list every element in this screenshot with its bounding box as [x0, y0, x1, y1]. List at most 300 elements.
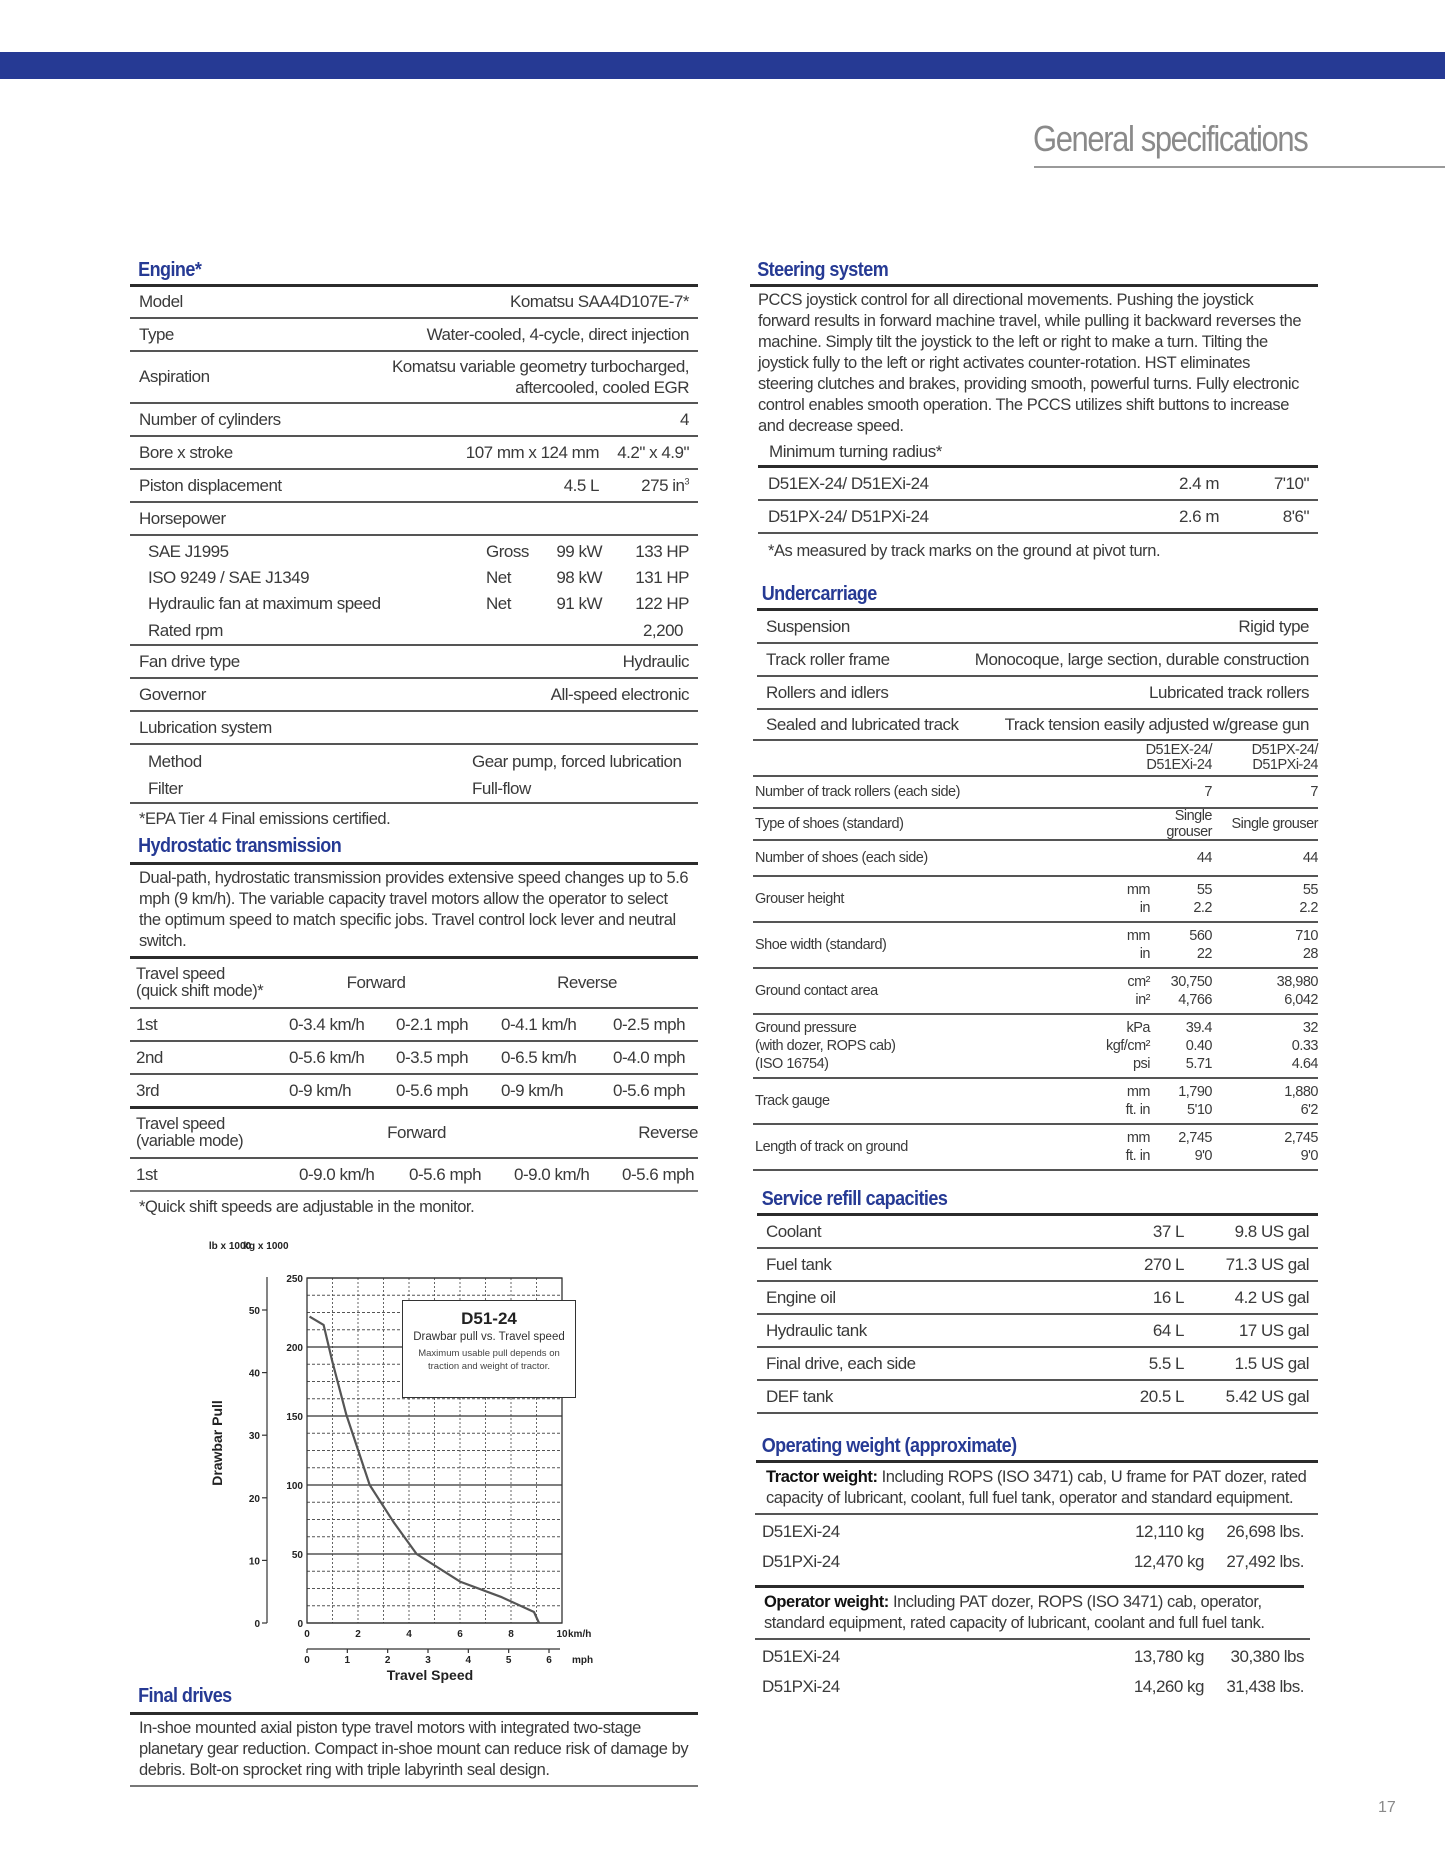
- y-axis-title: [209, 1388, 225, 1498]
- section-heading: Engine*: [138, 259, 202, 281]
- header-line: D51EX-24/: [1145, 742, 1212, 758]
- svg-text:1: 1: [344, 1655, 351, 1666]
- forward-header: Forward: [346, 973, 406, 992]
- undercarriage-spec-table: [750, 777, 1318, 1171]
- spec-label-line: Grouser height: [755, 891, 844, 907]
- spec-label-line: Ground contact area: [755, 983, 878, 999]
- lube-value: Gear pump, forced lubrication: [472, 751, 682, 771]
- refill-section: [750, 1185, 1318, 1414]
- svg-text:4: 4: [465, 1655, 472, 1666]
- spec-label: Suspension: [766, 616, 850, 636]
- svg-text:3: 3: [425, 1655, 431, 1666]
- svg-text:40: 40: [248, 1368, 260, 1380]
- spec-label-line: Number of shoes (each side): [755, 850, 928, 866]
- px-col-value: 710: [1295, 928, 1318, 944]
- px-col: [1212, 784, 1318, 800]
- refill-label: Fuel tank: [766, 1254, 832, 1274]
- tractor-weight-description: [750, 1463, 1318, 1513]
- svg-text:250: 250: [286, 1274, 303, 1285]
- hp-row: [130, 591, 698, 617]
- fwd-mph: 0-5.6 mph: [396, 1080, 469, 1100]
- model-header-px: [1212, 743, 1318, 773]
- refill-label: Final drive, each side: [766, 1353, 916, 1373]
- lube-label: Filter: [148, 778, 183, 798]
- unit-col-value: psi: [1132, 1056, 1150, 1072]
- svg-text:2: 2: [384, 1655, 391, 1666]
- px-col-value: Single grouser: [1231, 816, 1318, 832]
- ex-col: [1150, 1083, 1212, 1119]
- hp-hp: 131 HP: [635, 568, 689, 587]
- unit-col: [1070, 1083, 1150, 1119]
- section-heading: Operating weight (approximate): [761, 1435, 1017, 1457]
- top-accent-bar: [0, 52, 1445, 79]
- spec-row: [750, 644, 1318, 675]
- spec-label: [750, 850, 1070, 866]
- spec-label: Fan drive type: [139, 651, 240, 671]
- weight-kg: 14,260 kg: [1133, 1677, 1204, 1696]
- spec-value-imperial: 4.2" x 4.9": [617, 442, 689, 462]
- section-description: Dual-path, hydrostatic transmission provides extensive speed changes up to 5.6 mph (9 km/h). The variable capacity travel motors allow the operator to select the optimum speed to match specific jobs. Travel control lock lever and neutral switch.: [139, 869, 689, 950]
- spec-label: [750, 890, 1070, 908]
- x-axis-title-text: Travel Speed: [386, 1667, 474, 1683]
- spec-value: Monocoque, large section, durable construction: [974, 649, 1309, 669]
- model: D51EXi-24: [762, 1647, 840, 1666]
- unit-col-value: mm: [1126, 882, 1150, 898]
- speed-row: [130, 1075, 698, 1106]
- spec-value: Komatsu SAA4D107E-7*: [510, 292, 689, 311]
- px-col: [1212, 973, 1318, 1009]
- right-column: [750, 256, 1318, 1702]
- weight-kg: 12,470 kg: [1133, 1552, 1204, 1571]
- refill-row: [750, 1381, 1318, 1412]
- operator-weight-description: [750, 1588, 1318, 1638]
- px-col-value: 7: [1310, 784, 1318, 800]
- divider: [753, 1169, 1318, 1171]
- spec-label-line: Type of shoes (standard): [755, 816, 904, 832]
- hp-label: Rated rpm: [148, 620, 223, 640]
- spec-label: [750, 1019, 1070, 1073]
- hp-label: Hydraulic fan at maximum speed: [148, 594, 381, 613]
- y-axis-title-text: Drawbar Pull: [209, 1400, 225, 1486]
- spec-label-line: (with dozer, ROPS cab): [755, 1038, 896, 1054]
- px-col: [1212, 1129, 1318, 1165]
- lube-row: [130, 775, 698, 802]
- hp-kw: 98 kW: [556, 568, 602, 587]
- title-underline: [1034, 166, 1445, 168]
- px-col: [1212, 1019, 1318, 1073]
- spec-label: [750, 936, 1070, 954]
- svg-text:10: 10: [556, 1629, 568, 1640]
- header-line: Travel speed: [136, 1115, 225, 1133]
- ex-col-value: 5.71: [1185, 1056, 1212, 1072]
- y-unit-lb-text: lb x 1000: [208, 1241, 252, 1252]
- footnote: *Quick shift speeds are adjustable in the monitor.: [139, 1198, 475, 1216]
- svg-text:km/h: km/h: [568, 1629, 592, 1640]
- unit-col-value: kgf/cm²: [1105, 1038, 1150, 1054]
- undercarriage-spec-row: [750, 777, 1318, 807]
- section-heading: Steering system: [757, 259, 889, 281]
- px-col-value: 28: [1302, 946, 1318, 962]
- unit-col-value: mm: [1126, 1084, 1150, 1100]
- spec-value: Lubricated track rollers: [1149, 682, 1309, 702]
- unit-col-value: kPa: [1126, 1020, 1150, 1036]
- refill-row: [750, 1348, 1318, 1379]
- undercarriage-spec-row: [750, 1015, 1318, 1077]
- section-heading: Hydrostatic transmission: [138, 835, 342, 857]
- hp-hp: 133 HP: [635, 542, 689, 561]
- undercarriage-spec-row: [750, 1125, 1318, 1169]
- ex-col-value: 4,766: [1178, 992, 1212, 1008]
- model: D51EXi-24: [762, 1522, 840, 1541]
- ex-col-value: 30,750: [1170, 974, 1212, 990]
- ex-col-value: 22: [1196, 946, 1212, 962]
- model: D51PXi-24: [762, 1552, 840, 1571]
- spec-label-line: Number of track rollers (each side): [755, 784, 960, 800]
- spec-row: [130, 646, 698, 677]
- lube-value: Full-flow: [472, 778, 531, 798]
- spec-row: [130, 470, 698, 501]
- weight-lbs: 30,380 lbs: [1230, 1647, 1304, 1666]
- ex-col-value: 39.4: [1185, 1020, 1212, 1036]
- unit-col: [1070, 881, 1150, 917]
- spec-value-imperial: [599, 476, 698, 496]
- spec-row: [130, 712, 698, 743]
- tractor-weight-label: Tractor weight:: [766, 1468, 878, 1486]
- ex-col-value: 1,790: [1178, 1084, 1212, 1100]
- operator-weight-text: Including PAT dozer, ROPS (ISO 3471) cab, operator, standard equipment, rated capacity of lubricant, coolant and full fuel tank.: [764, 1593, 1265, 1632]
- speed-row: [130, 1159, 698, 1190]
- header-line: (quick shift mode)*: [136, 982, 264, 1000]
- header-line: D51EXi-24: [1146, 757, 1212, 773]
- refill-gallons: 1.5 US gal: [1234, 1353, 1309, 1373]
- page-title: General specifications: [1033, 118, 1308, 159]
- ex-col-value: 44: [1196, 850, 1212, 866]
- unit-col-value: ft. in: [1125, 1148, 1150, 1164]
- spec-label: Lubrication system: [139, 717, 272, 737]
- px-col-value: 1,880: [1284, 1084, 1318, 1100]
- px-col: [1212, 927, 1318, 963]
- chart-title: D51-24: [461, 1309, 517, 1328]
- weight-kg: 13,780 kg: [1133, 1647, 1204, 1666]
- refill-gallons: 5.42 US gal: [1225, 1386, 1309, 1406]
- rev-kmh: 0-9.0 km/h: [514, 1164, 590, 1184]
- undercarriage-spec-row: [750, 809, 1318, 839]
- divider: [130, 1785, 698, 1787]
- spec-label: Piston displacement: [139, 475, 282, 495]
- weight-lbs: 27,492 lbs.: [1226, 1552, 1304, 1571]
- refill-label: Engine oil: [766, 1287, 836, 1307]
- spec-label-line: Length of track on ground: [755, 1139, 908, 1155]
- hp-row: [130, 617, 698, 644]
- ex-col-value: 2,745: [1178, 1130, 1212, 1146]
- spec-label-line: Shoe width (standard): [755, 937, 887, 953]
- px-col: [1212, 881, 1318, 917]
- spec-label: Track roller frame: [766, 649, 890, 669]
- fwd-kmh: 0-9 km/h: [289, 1080, 352, 1100]
- reverse-header: Reverse: [557, 973, 617, 992]
- spec-label: Number of cylinders: [139, 409, 281, 429]
- ex-col: [1150, 1019, 1212, 1073]
- unit-col: [1070, 1129, 1150, 1165]
- hp-type: Gross: [486, 542, 529, 561]
- refill-liters: 20.5 L: [1139, 1386, 1184, 1406]
- page-number: 17: [1378, 1799, 1396, 1816]
- ex-col: [1150, 808, 1212, 840]
- spec-label: Rollers and idlers: [766, 682, 889, 702]
- refill-row: [750, 1282, 1318, 1313]
- refill-gallons: 9.8 US gal: [1234, 1221, 1309, 1241]
- forward-header: Forward: [387, 1123, 446, 1142]
- ex-col: [1150, 927, 1212, 963]
- steering-section: [750, 256, 1318, 568]
- operator-weight-label: Operator weight:: [764, 1593, 889, 1611]
- px-col-value: 0.33: [1291, 1038, 1318, 1054]
- spec-label: [750, 1138, 1070, 1156]
- header-line: (variable mode): [136, 1132, 244, 1150]
- chart-subtitle: Drawbar pull vs. Travel speed: [413, 1331, 565, 1343]
- section-heading: Service refill capacities: [761, 1188, 948, 1210]
- fwd-mph: 0-3.5 mph: [396, 1047, 469, 1067]
- hp-label: SAE J1995: [148, 542, 229, 561]
- imperial-text: 275 in: [641, 475, 685, 495]
- unit-col-value: mm: [1126, 1130, 1150, 1146]
- svg-text:8: 8: [508, 1629, 514, 1640]
- footnote: *EPA Tier 4 Final emissions certified.: [139, 810, 391, 828]
- spec-row: [130, 287, 698, 317]
- spec-value: [392, 356, 698, 398]
- rev-kmh: 0-4.1 km/h: [501, 1014, 577, 1034]
- spec-value: Water-cooled, 4-cycle, direct injection: [426, 324, 689, 344]
- px-col-value: 38,980: [1276, 974, 1318, 990]
- spec-label-line: Ground pressure: [755, 1020, 857, 1036]
- spec-label-line: (ISO 16754): [755, 1056, 829, 1072]
- svg-text:6: 6: [457, 1629, 463, 1640]
- svg-text:30: 30: [248, 1431, 260, 1443]
- weight-lbs: 31,438 lbs.: [1226, 1677, 1304, 1696]
- refill-row: [750, 1249, 1318, 1280]
- hp-label: ISO 9249 / SAE J1349: [148, 568, 310, 587]
- y-unit-kg-text: kg x 1000: [243, 1241, 289, 1252]
- spec-row: [130, 437, 698, 468]
- ex-col-value: 7: [1204, 784, 1212, 800]
- refill-gallons: 71.3 US gal: [1225, 1254, 1309, 1274]
- svg-text:0: 0: [297, 1619, 303, 1630]
- left-column: [130, 256, 698, 1222]
- spec-label: Bore x stroke: [139, 442, 233, 462]
- hp-row: [130, 565, 698, 591]
- y-unit-kg: [236, 1241, 296, 1252]
- ex-col-value: 55: [1196, 882, 1212, 898]
- svg-text:150: 150: [286, 1412, 303, 1423]
- px-col-value: 4.64: [1291, 1056, 1318, 1072]
- gear: 2nd: [136, 1047, 163, 1067]
- px-col-value: 55: [1302, 882, 1318, 898]
- svg-text:0: 0: [254, 1619, 260, 1630]
- rev-mph: 0-5.6 mph: [613, 1080, 686, 1100]
- hp-rpm: 2,200: [642, 620, 683, 640]
- px-col-value: 6'2: [1300, 1102, 1318, 1118]
- svg-text:50: 50: [291, 1550, 303, 1561]
- radius-row: [750, 468, 1318, 499]
- drawbar-pull-chart: [200, 1235, 600, 1685]
- radius-metric: 2.4 m: [1178, 473, 1219, 493]
- divider: [757, 1412, 1318, 1414]
- ex-col: [1150, 784, 1212, 800]
- svg-text:0: 0: [304, 1655, 310, 1666]
- unit-col-value: in: [1139, 900, 1150, 916]
- spec-label-line: Track gauge: [755, 1093, 830, 1109]
- spec-label: Aspiration: [139, 367, 210, 386]
- refill-gallons: 4.2 US gal: [1234, 1287, 1309, 1307]
- gear: 1st: [136, 1164, 158, 1184]
- lube-row: [130, 745, 698, 775]
- section-description: PCCS joystick control for all directional movements. Pushing the joystick forward results in forward machine travel, while pulling it backward reverses the machine. Simply tilt the joystick to the left or right to make a turn. Tilting the joystick fully to the left or right activates counter-rotation. HST eliminates steering clutches and brakes, providing smooth, powerful turns. Fully electronic control enables smooth operation. The PCCS utilizes shift buttons to increase and decrease speed.: [758, 291, 1302, 435]
- spec-label: Governor: [139, 684, 206, 704]
- model: D51PX-24/ D51PXi-24: [768, 506, 929, 526]
- refill-gallons: 17 US gal: [1238, 1320, 1309, 1340]
- weight-row: [750, 1672, 1318, 1702]
- unit-col-value: mm: [1126, 928, 1150, 944]
- spec-row: [130, 404, 698, 435]
- refill-liters: 37 L: [1152, 1221, 1184, 1241]
- hp-row: [130, 539, 698, 565]
- spec-row: [130, 679, 698, 710]
- svg-text:200: 200: [286, 1343, 303, 1354]
- radius-metric: 2.6 m: [1178, 506, 1219, 526]
- model: D51PXi-24: [762, 1677, 840, 1696]
- radius-label: Minimum turning radius*: [769, 442, 942, 461]
- gear: 3rd: [136, 1080, 160, 1100]
- header-line: Travel speed: [136, 965, 225, 983]
- speed-row: [130, 1009, 698, 1040]
- spec-value-line: Komatsu variable geometry turbocharged,: [391, 357, 689, 376]
- spec-value: 4: [680, 409, 689, 429]
- section-description: In-shoe mounted axial piston type travel motors with integrated two-stage planetary gear reduction. Compact in-shoe mount can reduce risk of damage by debris. Bolt-on sprocket ring with triple labyrinth seal design.: [139, 1719, 689, 1779]
- speed-header-row: [130, 959, 698, 1007]
- svg-text:0: 0: [304, 1629, 310, 1640]
- unit-col-value: in²: [1135, 992, 1150, 1008]
- horsepower-table: [130, 536, 698, 644]
- undercarriage-spec-row: [750, 841, 1318, 875]
- refill-liters: 5.5 L: [1148, 1353, 1184, 1373]
- undercarriage-spec-row: [750, 1079, 1318, 1123]
- hp-type: Net: [486, 594, 511, 613]
- undercarriage-spec-row: [750, 923, 1318, 967]
- spec-value: Rigid type: [1238, 616, 1309, 636]
- spec-value: All-speed electronic: [550, 684, 689, 704]
- ex-col-value: Single grouser: [1166, 808, 1212, 840]
- chart-annotation: Maximum usable pull depends on traction and weight of tractor.: [418, 1348, 560, 1372]
- ex-col: [1150, 1129, 1212, 1165]
- gear: 1st: [136, 1014, 158, 1034]
- speed-header-label: [130, 966, 276, 1000]
- ex-col-value: 0.40: [1185, 1038, 1212, 1054]
- undercarriage-section: [750, 580, 1318, 1171]
- px-col-value: 2,745: [1284, 1130, 1318, 1146]
- svg-text:2: 2: [355, 1629, 361, 1640]
- ex-col: [1150, 881, 1212, 917]
- refill-table: [750, 1216, 1318, 1414]
- section-heading: Final drives: [138, 1685, 232, 1707]
- spec-row: [130, 319, 698, 350]
- ex-col: [1150, 850, 1212, 866]
- fwd-mph: 0-5.6 mph: [409, 1164, 482, 1184]
- lube-label: Method: [148, 751, 202, 771]
- px-col-value: 9'0: [1300, 1148, 1318, 1164]
- spec-label: [750, 784, 1070, 800]
- spec-label: [750, 982, 1070, 1000]
- spec-label: Horsepower: [139, 508, 226, 528]
- svg-text:5: 5: [505, 1655, 512, 1666]
- spec-value-line: aftercooled, cooled EGR: [515, 378, 689, 397]
- spec-value: Track tension easily adjusted w/grease gun: [1004, 714, 1309, 734]
- px-col-value: 6,042: [1284, 992, 1318, 1008]
- speed-header-row: [130, 1109, 698, 1157]
- unit-col-value: ft. in: [1125, 1102, 1150, 1118]
- px-col: [1212, 1083, 1318, 1119]
- unit-col-value: cm²: [1127, 974, 1150, 990]
- spec-label: Sealed and lubricated track: [766, 714, 959, 734]
- radius-imperial: 7'10": [1273, 473, 1309, 493]
- ex-col-value: 2.2: [1193, 900, 1212, 916]
- svg-text:6: 6: [546, 1655, 552, 1666]
- section-heading: Undercarriage: [761, 583, 877, 605]
- spec-label: Model: [139, 292, 183, 311]
- header-line: D51PXi-24: [1252, 757, 1318, 773]
- rev-kmh: 0-6.5 km/h: [501, 1047, 577, 1067]
- ex-col-value: 560: [1189, 928, 1212, 944]
- hp-hp: 122 HP: [635, 594, 689, 613]
- svg-text:mph: mph: [572, 1655, 594, 1666]
- px-col: [1212, 816, 1318, 832]
- svg-text:4: 4: [406, 1629, 412, 1640]
- px-col: [1212, 850, 1318, 866]
- tractor-weight-text: Including ROPS (ISO 3471) cab, U frame for PAT dozer, rated capacity of lubricant, coolant, full fuel tank, operator and standard equipment.: [766, 1468, 1307, 1507]
- svg-text:10: 10: [248, 1556, 260, 1568]
- refill-label: Hydraulic tank: [766, 1320, 867, 1340]
- svg-text:50: 50: [248, 1306, 260, 1317]
- refill-liters: 16 L: [1152, 1287, 1184, 1307]
- fwd-mph: 0-2.1 mph: [396, 1014, 469, 1034]
- weight-lbs: 26,698 lbs.: [1226, 1522, 1304, 1541]
- refill-liters: 64 L: [1152, 1320, 1184, 1340]
- spec-row: [130, 503, 698, 534]
- svg-text:100: 100: [286, 1481, 303, 1492]
- speed-header-label: [130, 1116, 276, 1150]
- spec-row: [130, 352, 698, 402]
- reverse-header: Reverse: [638, 1123, 698, 1142]
- spec-row: [750, 677, 1318, 708]
- spec-row: [750, 710, 1318, 739]
- weight-row: [750, 1640, 1318, 1672]
- undercarriage-spec-row: [750, 877, 1318, 921]
- weight-row: [750, 1547, 1318, 1577]
- fwd-kmh: 0-3.4 km/h: [289, 1014, 365, 1034]
- spec-row: [750, 611, 1318, 642]
- spec-value-metric: 4.5 L: [563, 475, 599, 495]
- fwd-kmh: 0-5.6 km/h: [289, 1047, 365, 1067]
- rev-kmh: 0-9 km/h: [501, 1080, 564, 1100]
- refill-label: Coolant: [766, 1221, 822, 1241]
- hydrostatic-section: [130, 834, 698, 1222]
- rev-mph: 0-2.5 mph: [613, 1014, 686, 1034]
- unit-col-value: in: [1139, 946, 1150, 962]
- hp-kw: 91 kW: [556, 594, 602, 613]
- speed-row: [130, 1042, 698, 1073]
- undercarriage-spec-row: [750, 969, 1318, 1013]
- footnote: *As measured by track marks on the ground at pivot turn.: [768, 542, 1161, 560]
- chart-legend-box: [402, 1300, 576, 1398]
